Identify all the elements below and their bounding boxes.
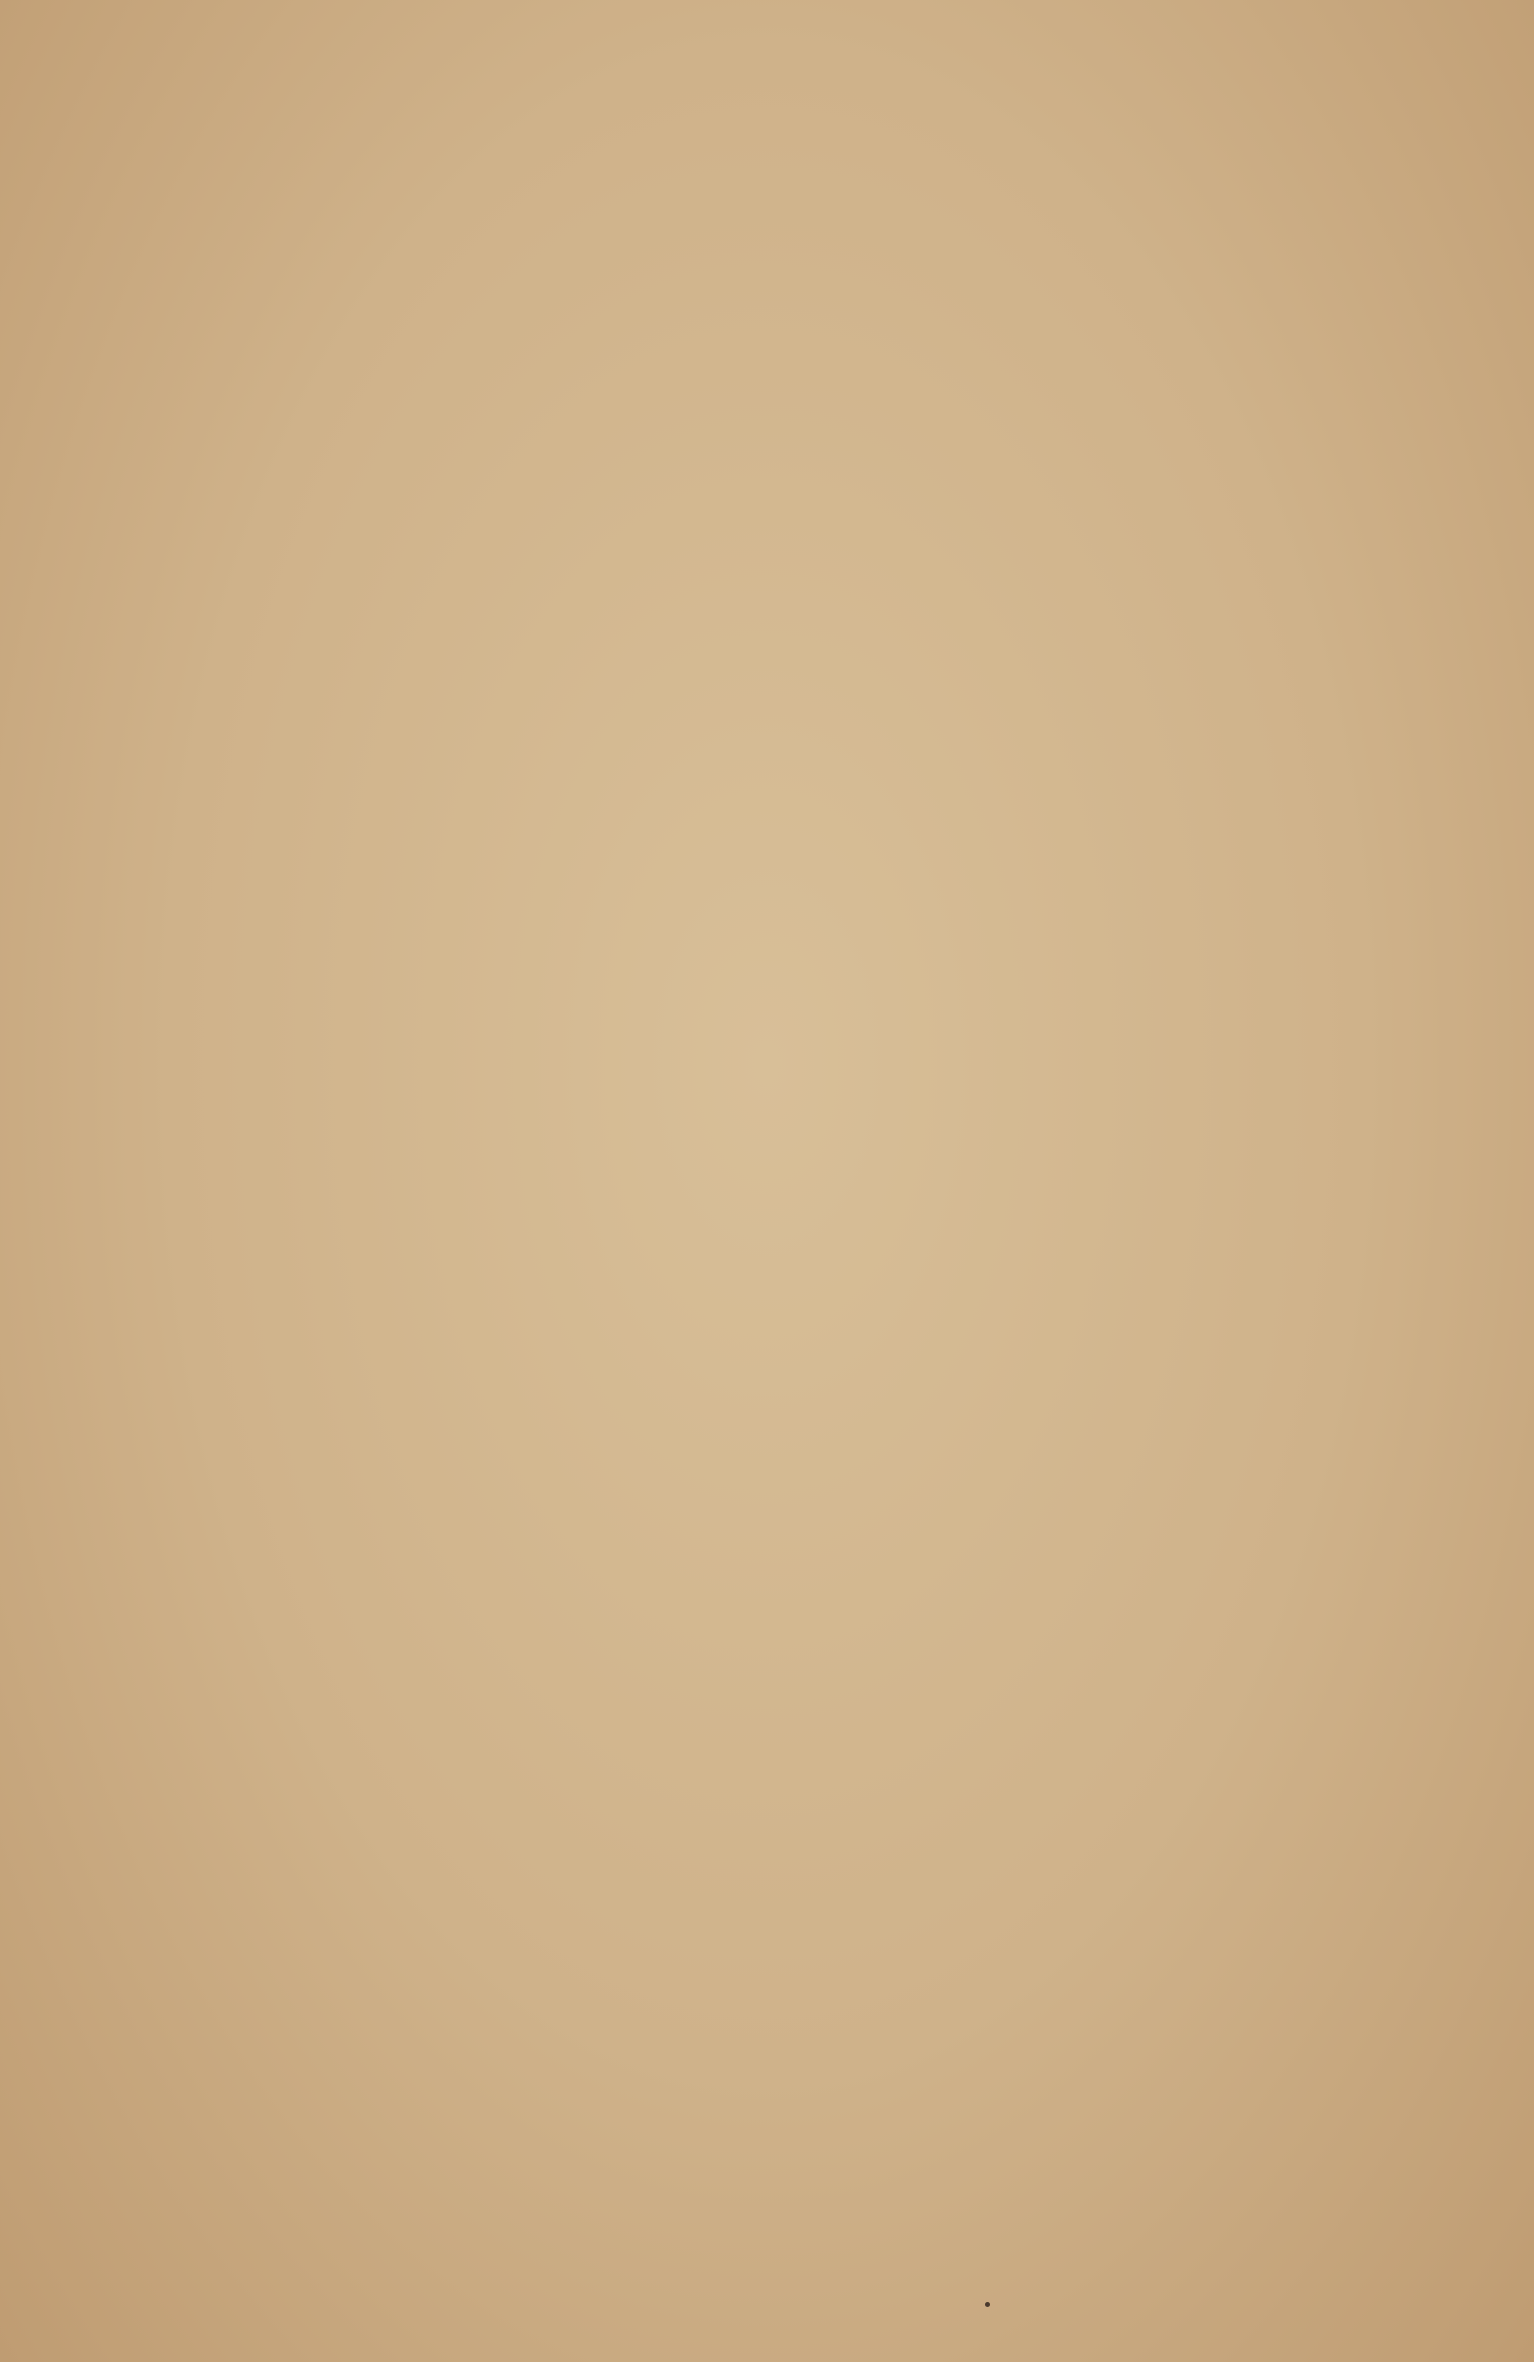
- print-speck: [985, 2302, 990, 2307]
- text-line: [135, 1879, 1411, 1927]
- text-line: [135, 2121, 1411, 2169]
- text-line: [135, 2169, 1411, 2217]
- main-text-bottom: [135, 1782, 1411, 2218]
- text-line: [135, 1976, 1411, 2024]
- text-line: [135, 1927, 1411, 1975]
- text-line: [135, 2024, 1411, 2072]
- text-line: [135, 1782, 1411, 1830]
- text-line: [135, 1830, 1411, 1878]
- text-line: [135, 2072, 1411, 2120]
